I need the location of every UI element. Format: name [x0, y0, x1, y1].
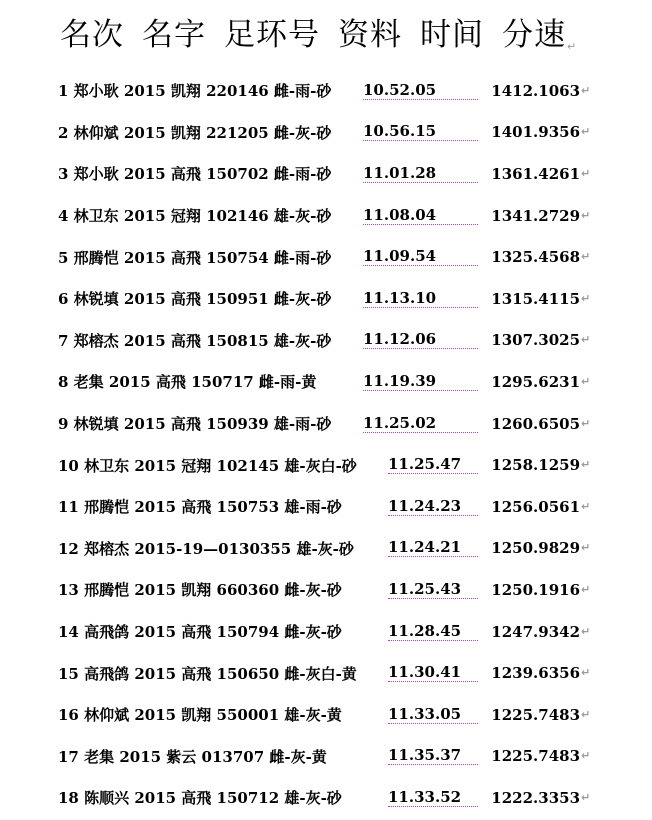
- row-speed: 1225.7483: [491, 705, 580, 724]
- table-row: [58, 569, 648, 611]
- row-time: 11.35.37: [388, 747, 478, 765]
- paragraph-mark-icon: ↵: [567, 40, 578, 53]
- row-speed: 1325.4568: [491, 248, 580, 267]
- header-speed: [502, 16, 577, 54]
- table-row: [58, 652, 648, 694]
- row-entry-text: 16 林仰斌 2015 凯翔 550001 雄-灰-黄: [58, 706, 342, 725]
- paragraph-mark-icon: ↵: [581, 166, 591, 180]
- paragraph-mark-icon: ↵: [581, 291, 591, 305]
- row-time: 11.12.06: [363, 331, 478, 349]
- row-entry-text: 6 林锐填 2015 高飛 150951 雌-灰-砂: [58, 290, 332, 309]
- row-time: 11.33.52: [388, 789, 478, 807]
- row-entry-text: 18 陈顺兴 2015 高飛 150712 雄-灰-砂: [58, 789, 342, 808]
- paragraph-mark-icon: ↵: [581, 83, 591, 97]
- paragraph-mark-icon: ↵: [581, 250, 591, 264]
- table-row: [58, 486, 648, 528]
- row-time: 11.33.05: [388, 706, 478, 724]
- row-time: 11.19.39: [363, 373, 478, 391]
- row-time: 10.52.05: [363, 82, 478, 100]
- header-info: 资料: [338, 17, 402, 53]
- paragraph-mark-icon: ↵: [581, 666, 591, 680]
- paragraph-mark-icon: ↵: [581, 541, 591, 555]
- row-speed: 1412.1063: [491, 81, 580, 100]
- paragraph-mark-icon: ↵: [581, 624, 591, 638]
- row-entry-text: 9 林锐填 2015 高飛 150939 雄-雨-砂: [58, 415, 332, 434]
- row-entry-text: 13 邢腾恺 2015 凯翔 660360 雌-灰-砂: [58, 581, 342, 600]
- paragraph-mark-icon: ↵: [581, 333, 591, 347]
- paragraph-mark-icon: ↵: [581, 208, 591, 222]
- paragraph-mark-icon: ↵: [581, 374, 591, 388]
- row-time: 11.01.28: [363, 165, 478, 183]
- row-time: 11.30.41: [388, 664, 478, 682]
- row-entry-text: 14 高飛鸽 2015 高飛 150794 雌-灰-砂: [58, 623, 342, 642]
- table-row: [58, 70, 648, 112]
- results-list: [58, 70, 648, 819]
- paragraph-mark-icon: ↵: [581, 749, 591, 763]
- row-entry-text: 3 郑小耿 2015 高飛 150702 雌-雨-砂: [58, 165, 332, 184]
- row-speed: 1250.9829: [491, 539, 580, 558]
- row-entry-text: 10 林卫东 2015 冠翔 102145 雄-灰白-砂: [58, 456, 357, 475]
- table-row: [58, 444, 648, 486]
- row-speed: 1315.4115: [491, 289, 580, 308]
- paragraph-mark-icon: ↵: [581, 790, 591, 804]
- table-row: [58, 236, 648, 278]
- row-entry-text: 11 邢腾恺 2015 高飛 150753 雄-雨-砂: [58, 498, 342, 517]
- row-entry-text: 12 郑榕杰 2015-19—0130355 雄-灰-砂: [58, 539, 354, 558]
- table-row: [58, 611, 648, 653]
- paragraph-mark-icon: ↵: [581, 499, 591, 513]
- paragraph-mark-icon: ↵: [581, 416, 591, 430]
- table-row: [58, 278, 648, 320]
- row-speed: 1361.4261: [491, 164, 580, 183]
- paragraph-mark-icon: ↵: [581, 125, 591, 139]
- row-speed: 1295.6231: [491, 372, 580, 391]
- row-time: 11.25.02: [363, 415, 478, 433]
- row-time: 11.25.43: [388, 581, 478, 599]
- table-row: [58, 403, 648, 445]
- paragraph-mark-icon: ↵: [581, 707, 591, 721]
- row-time: 11.08.04: [363, 207, 478, 225]
- row-speed: 1225.7483: [491, 747, 580, 766]
- table-row: [58, 320, 648, 362]
- row-entry-text: 4 林卫东 2015 冠翔 102146 雄-灰-砂: [58, 207, 332, 226]
- header-name: 名字: [142, 17, 206, 53]
- header-time: 时间: [420, 17, 484, 53]
- row-entry-text: 15 高飛鸽 2015 高飛 150650 雌-灰白-黄: [58, 664, 357, 683]
- row-speed: 1247.9342: [491, 622, 580, 641]
- row-speed: 1239.6356: [491, 664, 580, 683]
- row-entry-text: 7 郑榕杰 2015 高飛 150815 雄-灰-砂: [58, 331, 332, 350]
- table-row: [58, 361, 648, 403]
- row-entry-text: 8 老集 2015 高飛 150717 雌-雨-黄: [58, 373, 317, 392]
- row-speed: 1260.6505: [491, 414, 580, 433]
- header-ring-number: 足环号: [224, 17, 320, 53]
- paragraph-mark-icon: ↵: [581, 582, 591, 596]
- table-row: [58, 694, 648, 736]
- table-row: [58, 112, 648, 154]
- row-speed: 1341.2729: [491, 206, 580, 225]
- row-speed: 1222.3353: [491, 788, 580, 807]
- row-speed: 1256.0561: [491, 497, 580, 516]
- row-time: 11.25.47: [388, 456, 478, 474]
- table-row: [58, 195, 648, 237]
- row-speed: 1307.3025: [491, 331, 580, 350]
- row-entry-text: 17 老集 2015 紫云 013707 雌-灰-黄: [58, 747, 327, 766]
- row-time: 11.13.10: [363, 290, 478, 308]
- row-time: 11.24.21: [388, 539, 478, 557]
- row-time: 11.09.54: [363, 248, 478, 266]
- table-row: [58, 153, 648, 195]
- table-row: [58, 736, 648, 778]
- header-speed-label: 分速: [502, 17, 566, 53]
- row-speed: 1250.1916: [491, 580, 580, 599]
- row-entry-text: 2 林仰斌 2015 凯翔 221205 雌-灰-砂: [58, 123, 332, 142]
- table-row: [58, 777, 648, 819]
- paragraph-mark-icon: ↵: [581, 458, 591, 472]
- row-entry-text: 1 郑小耿 2015 凯翔 220146 雌-雨-砂: [58, 82, 332, 101]
- header-rank: 名次: [60, 17, 124, 53]
- table-header: [60, 10, 577, 54]
- row-time: 11.24.23: [388, 498, 478, 516]
- table-row: [58, 528, 648, 570]
- row-entry-text: 5 邢腾恺 2015 高飛 150754 雌-雨-砂: [58, 248, 332, 267]
- row-speed: 1258.1259: [491, 456, 580, 475]
- row-time: 10.56.15: [363, 123, 478, 141]
- row-speed: 1401.9356: [491, 123, 580, 142]
- row-time: 11.28.45: [388, 623, 478, 641]
